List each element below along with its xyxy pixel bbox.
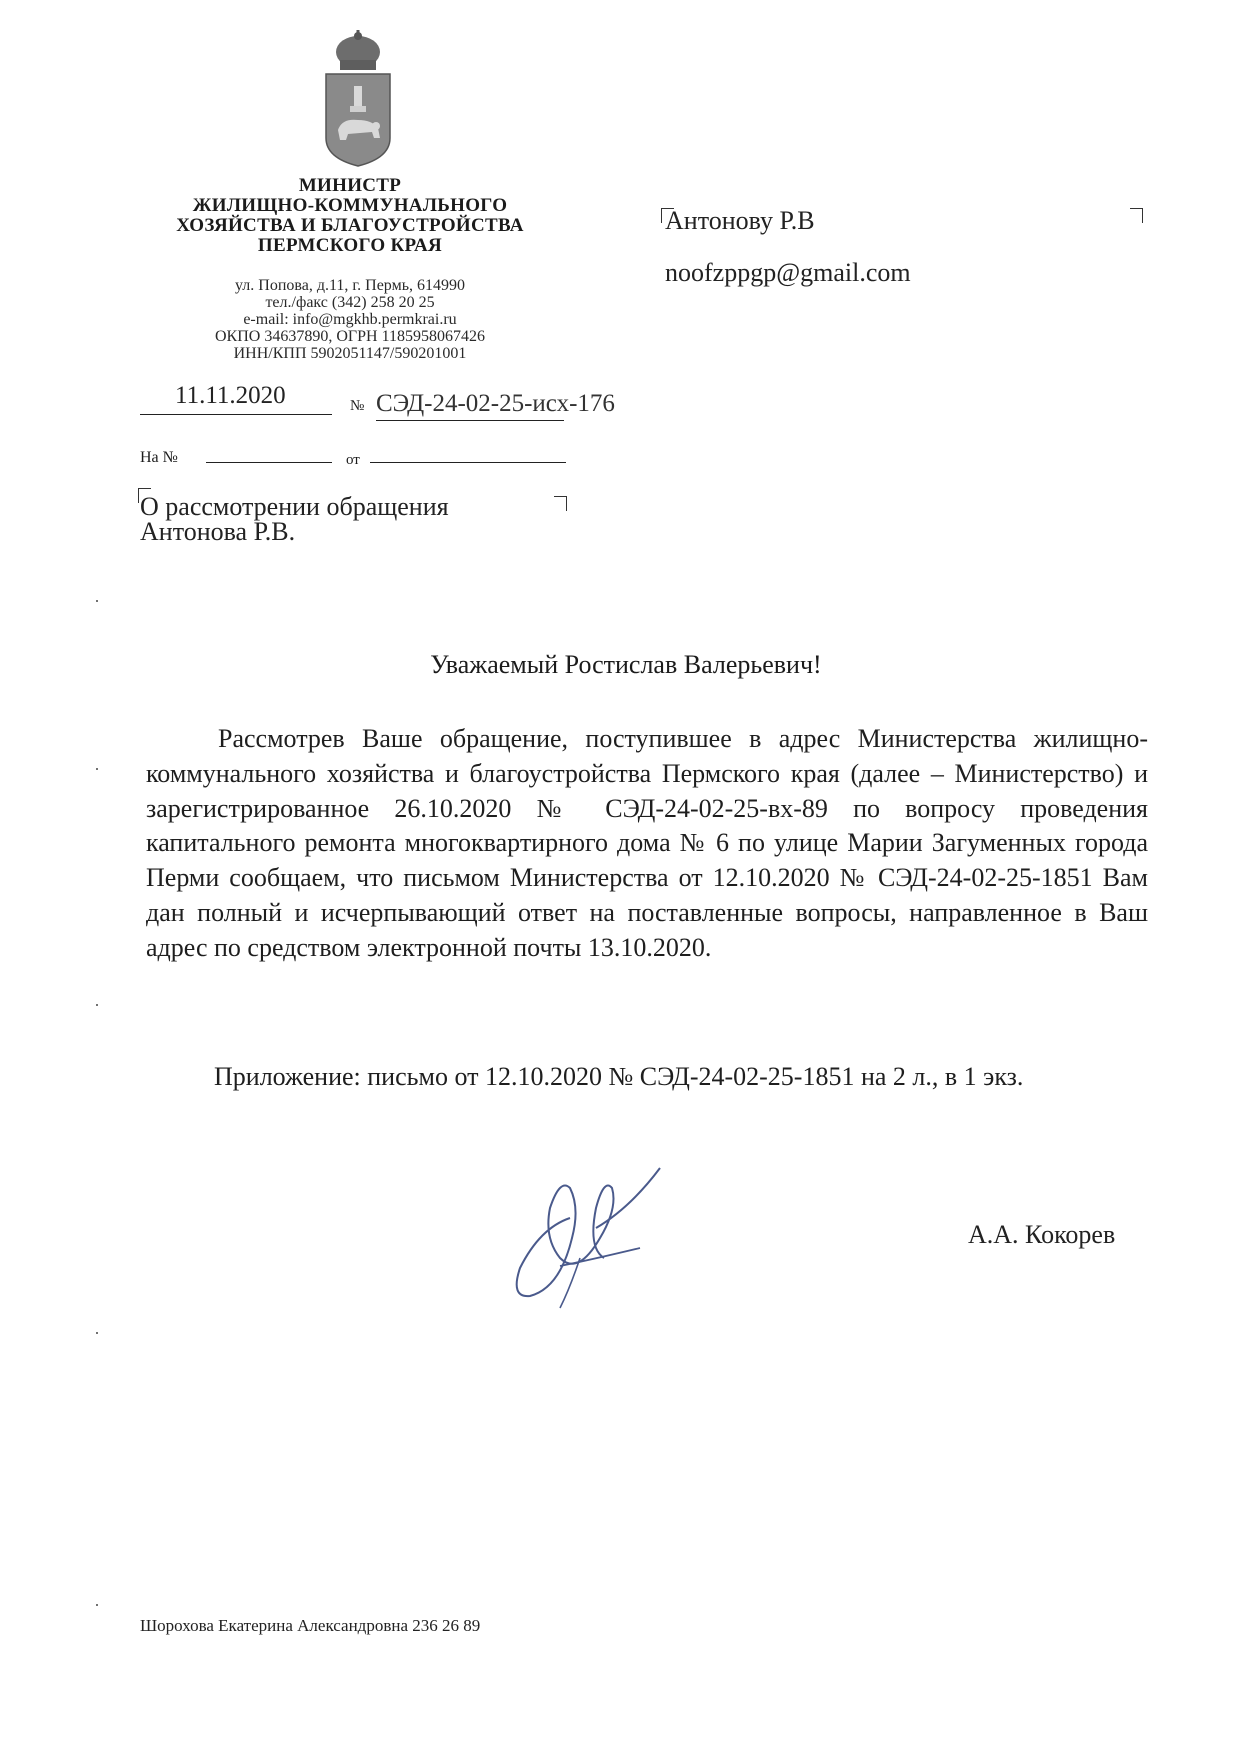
- registration-number-underline: [376, 420, 564, 421]
- subject-corner-right: [554, 496, 567, 511]
- organization-contacts: [130, 277, 570, 362]
- org-line-4: ПЕРМСКОГО КРАЯ: [257, 235, 443, 256]
- subject: [140, 494, 520, 544]
- recipient-corner-right: [1130, 208, 1143, 223]
- org-line-2: ЖИЛИЩНО-КОММУНАЛЬНОГО: [192, 195, 508, 216]
- scan-speck: [96, 1004, 98, 1006]
- org-phone: тел./факс (342) 258 20 25: [265, 294, 435, 311]
- registration-number-sign: №: [350, 398, 365, 414]
- reference-number-label: На №: [140, 449, 178, 466]
- registration-date: 11.11.2020: [175, 382, 286, 409]
- registration-number: СЭД-24-02-25-исх-176: [376, 390, 615, 417]
- crown-icon: [336, 30, 380, 70]
- scan-speck: [96, 600, 98, 602]
- subject-line-2: Антонова Р.В.: [140, 517, 296, 546]
- organization-name: [130, 176, 570, 256]
- reference-date-label: от: [346, 452, 360, 468]
- subject-line-1: О рассмотрении обращения: [140, 492, 449, 521]
- scan-speck: [96, 1332, 98, 1334]
- recipient-email: noofzppgp@gmail.com: [665, 258, 911, 287]
- org-address: ул. Попова, д.11, г. Пермь, 614990: [235, 277, 465, 294]
- reference-date-line: [370, 462, 566, 463]
- handwritten-signature: [500, 1148, 680, 1310]
- org-line-1: МИНИСТР: [298, 175, 402, 196]
- coat-of-arms-icon: [318, 30, 398, 170]
- org-email: e-mail: info@mgkhb.permkrai.ru: [243, 311, 457, 328]
- scan-speck: [96, 1604, 98, 1606]
- scan-speck: [96, 768, 98, 770]
- signer-name: А.А. Кокорев: [968, 1220, 1116, 1249]
- attachment-note: Приложение: письмо от 12.10.2020 № СЭД-24-02-25-1851 на 2 л., в 1 экз.: [214, 1062, 1024, 1091]
- org-line-3: ХОЗЯЙСТВА И БЛАГОУСТРОЙСТВА: [176, 215, 524, 236]
- executor-info: Шорохова Екатерина Александровна 236 26 89: [140, 1616, 481, 1635]
- letter-body: Рассмотрев Ваше обращение, поступившее в адрес Министерства жилищно-коммунального хозяйства и благоустройства Пермского края (далее – Министерство) и зарегистрированное 26.10.2020 № СЭД-24-02-25-вх-89 по вопросу проведения капитального ремонта многоквартирного дома № 6 по улице Марии Загуменных города Перми сообщаем, что письмом Министерства от 12.10.2020 № СЭД-24-02-25-1851 Вам дан полный и исчерпывающий ответ на поставленные вопросы, направленное в Ваш адрес по средством электронной почты 13.10.2020.: [146, 724, 1148, 962]
- org-codes: ОКПО 34637890, ОГРН 1185958067426: [215, 328, 485, 345]
- org-inn: ИНН/КПП 5902051147/590201001: [233, 345, 467, 362]
- reference-number-line: [206, 462, 332, 463]
- recipient-name: Антонову Р.В: [665, 206, 815, 235]
- salutation: Уважаемый Ростислав Валерьевич!: [430, 650, 822, 679]
- registration-date-underline: [140, 414, 332, 415]
